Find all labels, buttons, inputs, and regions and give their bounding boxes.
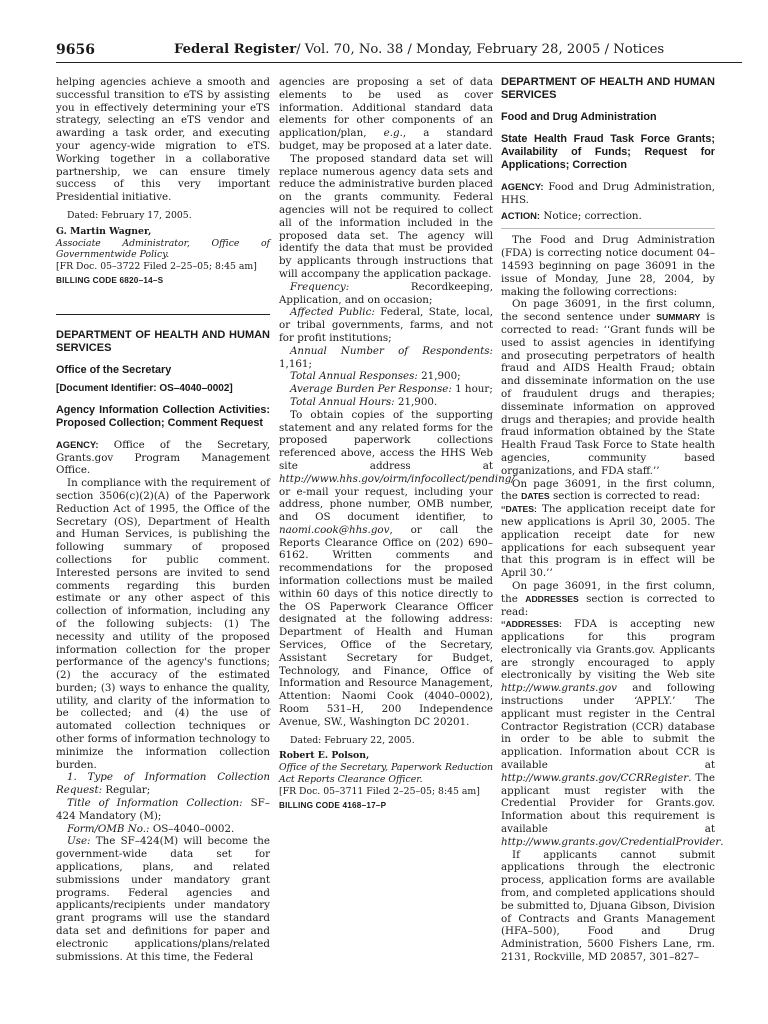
type-text: Regular; <box>105 784 151 797</box>
section-divider <box>56 314 270 315</box>
agency-label: AGENCY: <box>501 181 544 192</box>
dated-line: Dated: February 17, 2005. <box>67 209 192 221</box>
addresses-keyword: ADDRESSES <box>525 593 579 604</box>
paragraph-text: On page 36091, in the first column, the <box>501 477 715 503</box>
paragraph-text: section is corrected to read: <box>501 592 716 618</box>
respondents-text: 1,161; <box>279 357 312 370</box>
affected-public-text: Federal, State, local, or tribal governments, farms, and not for profit institutions; <box>279 306 493 344</box>
paragraph: The Food and Drug Administration (FDA) is correcting notice document 04–14593 beginning on page 36091 in the issue of Monday, June 28, 2004, by making the following corrections: <box>501 234 715 298</box>
billing-code: BILLING CODE 6820–14–S <box>56 275 164 285</box>
form-label: Form/OMB No.: <box>67 822 150 835</box>
section-divider <box>501 228 715 229</box>
affected-public-line <box>279 306 493 344</box>
use-text: The SF–424(M) will become the government-wide data set for applications, plans, and related submissions under mandatory grant programs. Federal agencies and applicants/recipients under mandatory grant programs will use the standard data set and definitions for paper and electronic applications/plans/related submissions. At this time, the Federal <box>56 835 270 963</box>
paragraph: The proposed standard data set will replace numerous agency data sets and reduce the administrative burden placed on the grants community. Federal agencies will not be required to collect all of the information included in the proposed data set. The agency will identify the data that must be provided by applicants through instructions that will accompany the application package. <box>279 152 493 280</box>
agency-line <box>501 181 715 207</box>
ccr-url-link[interactable]: http://www.grants.gov/CCRRegister <box>501 771 689 784</box>
frequency-label: Frequency: <box>290 280 350 293</box>
type-line <box>56 771 270 797</box>
hours-text: 21,900. <box>397 395 438 408</box>
title-label: Title of Information Collection: <box>67 797 243 810</box>
paragraph <box>501 298 715 477</box>
frequency-text: Recordkeeping, Application, and on occasion; <box>279 280 493 306</box>
use-line <box>56 835 270 963</box>
dates-keyword: DATES <box>521 491 550 502</box>
running-head <box>174 42 664 57</box>
affected-public-label: Affected Public: <box>290 306 375 319</box>
form-line <box>56 823 270 836</box>
page-number: 9656 <box>56 42 95 58</box>
paragraph-text: FDA is accepting new applications for this program electronically via Grants.gov. Applicants are strongly encouraged to apply electronically by visiting the Web site <box>501 618 715 682</box>
publication-name: Federal Register <box>174 42 297 57</box>
notice-title: Agency Information Collection Activities: Proposed Collection; Comment Request <box>56 403 270 429</box>
action-label: ACTION: <box>501 209 541 221</box>
agency-text: Food and Drug Administration, HHS. <box>501 181 715 206</box>
hours-line <box>279 396 493 409</box>
paragraph-text: section is corrected to read: <box>552 490 701 503</box>
paragraph-text: . The applicant must register with the Credential Provider for Grants.gov. Information about this requirement is available at <box>501 771 715 836</box>
use-label: Use: <box>67 835 91 848</box>
type-label: 1. Type of Information Collection Request: <box>56 771 270 797</box>
form-text: OS–4040–0002. <box>152 822 235 835</box>
document-identifier: [Document Identifier: OS–4040–0002] <box>56 382 233 394</box>
title-text: SF–424 Mandatory (M); <box>56 797 270 822</box>
eg-text: e.g. <box>383 127 403 140</box>
responses-label: Total Annual Responses: <box>290 370 418 383</box>
paragraph: helping agencies achieve a smooth and successful transition to eTS by assisting you in effectively determining your eTS strategy, selecting an eTS vendor and awarding a task order, and executing your agency-wide migration to eTS. Working together in a collaborative partnership, we can ensure timely success of this very important Presidential initiative. <box>56 76 270 204</box>
email-link[interactable]: naomi.cook@hhs.gov <box>279 523 390 536</box>
paragraph-text: The application receipt date for new applications is April 30, 2005. The application receipt date for new applications for each subsequent year that this program is in effect will be April 30.’’ <box>501 503 715 580</box>
paragraph-text: and following instructions under ‘APPLY.’ The applicant must register in the Central Contractor Registration (CCR) database in order to be able to submit the application. Information about CCR is available at <box>501 682 715 772</box>
agency-text: Office of the Secretary, Grants.gov Program Management Office. <box>56 438 270 477</box>
paragraph-text: To obtain copies of the supporting statement and any related forms for the proposed paperwork collections referenced above, access the HHS Web site address at <box>279 408 493 472</box>
paragraph-text: On page 36091, in the first column, the <box>501 579 715 605</box>
burden-label: Average Burden Per Response: <box>290 383 452 396</box>
paragraph <box>501 503 715 580</box>
department-heading: DEPARTMENT OF HEALTH AND HUMAN SERVICES <box>56 328 270 354</box>
fr-doc-line: [FR Doc. 05–3722 Filed 2–25–05; 8:45 am] <box>56 261 257 273</box>
action-line <box>501 210 715 223</box>
hours-label: Total Annual Hours: <box>290 395 395 408</box>
hhs-url-link[interactable]: http://www.hhs.gov/oirm/infocollect/pending/ <box>279 472 515 485</box>
frequency-line <box>279 281 493 307</box>
notice-title: State Health Fraud Task Force Grants; Availability of Funds; Request for Applications; Correction <box>501 133 715 171</box>
office-heading: Food and Drug Administration <box>501 111 657 123</box>
page-header <box>56 40 742 63</box>
signer-title: Associate Administrator, Office of Governmentwide Policy. <box>56 237 270 261</box>
dated-line: Dated: February 22, 2005. <box>290 734 415 746</box>
signer-title: Office of the Secretary, Paperwork Reduction Act Reports Clearance Officer. <box>279 762 493 786</box>
billing-code: BILLING CODE 4168–17–P <box>279 800 387 810</box>
paragraph <box>279 76 493 153</box>
column-3 <box>501 76 724 964</box>
respondents-label: Annual Number of Respondents: <box>290 344 493 357</box>
title-line <box>56 797 270 823</box>
paragraph-text: , or call the Reports Clearance Office on (202) 690–6162. Written comments and recommendations for the proposed information collections must be mailed within 60 days of this notice directly to the OS Paperwork Clearance Officer designated at the following address: Department of Health and Human Services, Office of the Secretary, Assistant Secretary for Budget, Technology, and Finance, Office of Information and Resource Management, Attention: Naomi Cook (4040–0002), Room 531–H, 200 Independence Avenue, SW., Washington DC 20201. <box>279 523 493 728</box>
paragraph-text: is corrected to read: ‘‘Grant funds will be used to assist agencies in identifying and prosecuting perpetrators of health fraud and AIDS Health Fraud; obtain and disseminate information on the use of fraudulent drugs and therapies; disseminate information on approved drugs and therapies; and provide health fraud information obtained by the State Health Fraud Task Force to State health agencies, community based organizations, and FDA staff.’’ <box>501 311 715 477</box>
signer-name: G. Martin Wagner, <box>56 225 152 237</box>
agency-label: AGENCY: <box>56 438 99 450</box>
paragraph <box>501 478 715 504</box>
respondents-line <box>279 345 493 371</box>
summary-keyword: SUMMARY <box>656 312 701 323</box>
credential-url-link[interactable]: http://www.grants.gov/CredentialProvider <box>501 835 721 848</box>
responses-text: 21,900; <box>421 370 461 383</box>
grants-url-link[interactable]: http://www.grants.gov <box>501 682 617 695</box>
agency-line <box>56 439 270 477</box>
paragraph <box>501 618 724 848</box>
paragraph-text: agencies are proposing a set of data elements to be used as cover information. Additional standard data elements for other components of an application/plan, <box>279 76 493 140</box>
paragraph-text: . <box>720 835 724 848</box>
office-heading: Office of the Secretary <box>56 363 172 376</box>
paragraph-text: , a standard budget, may be proposed at a later date. <box>279 127 493 152</box>
issue-details: / Vol. 70, No. 38 / Monday, February 28, 2005 / Notices <box>296 42 665 57</box>
department-heading: DEPARTMENT OF HEALTH AND HUMAN SERVICES <box>501 76 715 101</box>
fr-doc-line: [FR Doc. 05–3711 Filed 2–25–05; 8:45 am] <box>279 785 480 797</box>
responses-line <box>279 370 493 383</box>
paragraph <box>279 408 515 729</box>
paragraph-text: or e-mail your request, including your address, phone number, OMB number, and OS document identifier, to <box>279 485 493 524</box>
paragraph <box>501 580 715 618</box>
paragraph: If applicants cannot submit applications through the electronic process, application forms are available from, and completed applications should be submitted to, Djuana Gibson, Division of Contracts and Grants Management (HFA–500), Food and Drug Administration, 5600 Fishers Lane, rm. 2131, Rockville, MD 20857, 301–827– <box>501 848 715 964</box>
action-text: Notice; correction. <box>543 209 642 222</box>
signer-name: Robert E. Polson, <box>279 750 370 762</box>
paragraph: In compliance with the requirement of section 3506(c)(2)(A) of the Paperwork Reduction Act of 1995, the Office of the Secretary (OS), Department of Health and Human Services, is publishing the following summary of proposed collections for public comment. Interested persons are invited to send comments regarding this burden estimate or any other aspect of this collection of information, including any of the following subjects: (1) The necessity and utility of the proposed information collection for the proper performance of the agency's functions; (2) the accuracy of the estimated burden; (3) ways to enhance the quality, utility, and clarity of the information to be collected; and (4) the use of automated collection techniques or other forms of information technology to minimize the information collection burden. <box>56 477 270 771</box>
burden-text: 1 hour; <box>455 383 493 396</box>
paragraph-text: On page 36091, in the first column, the second sentence under <box>501 298 715 324</box>
burden-line <box>279 383 493 396</box>
dates-keyword: ‘‘DATES: <box>501 504 537 515</box>
column-1 <box>56 76 270 963</box>
addresses-keyword: ‘‘ADDRESSES: <box>501 619 562 630</box>
column-2 <box>279 76 515 812</box>
